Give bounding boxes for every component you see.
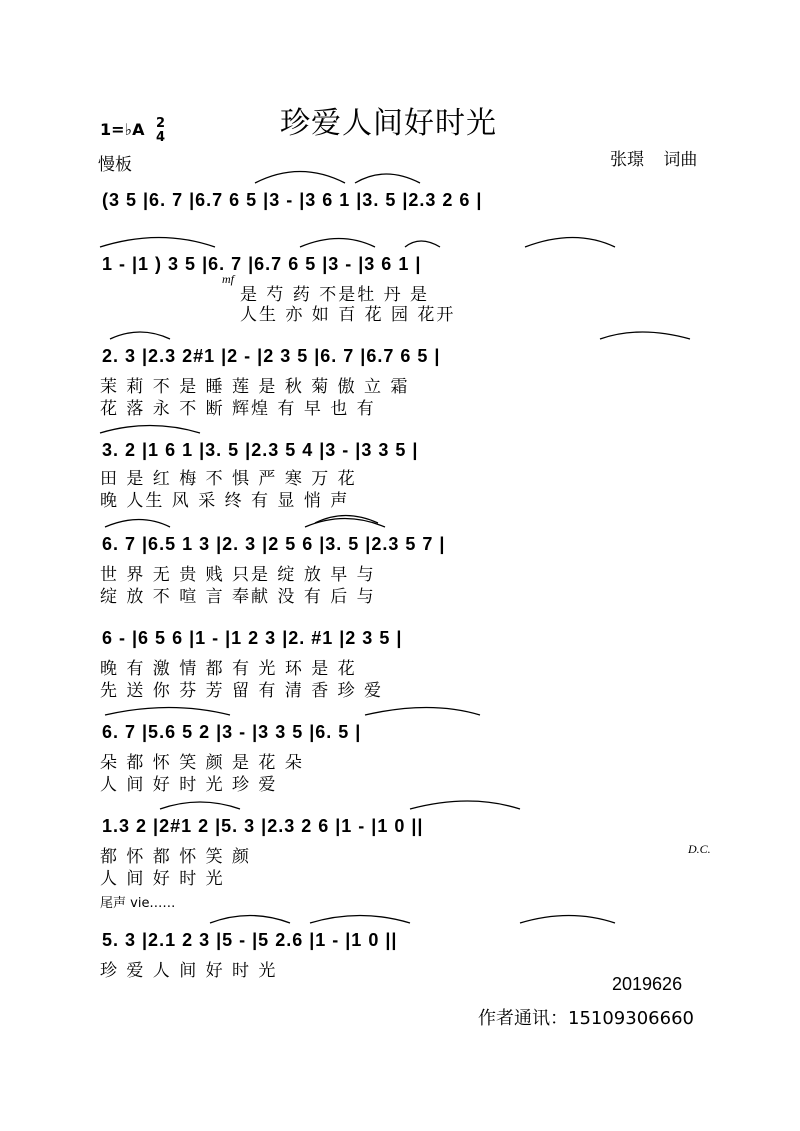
- slurs: [100, 172, 690, 924]
- author-credit: 张璟 词曲: [610, 150, 698, 170]
- notation-line-3: 2. 3 |2.3 2#1 |2 - |2 3 5 |6. 7 |6.7 6 5 |: [102, 346, 441, 366]
- meter-bottom: 4: [156, 130, 166, 145]
- slur: [255, 172, 345, 184]
- slur: [600, 332, 690, 339]
- lyric-verse2-line-4: 晚 人生 风 采 终 有 显 悄 声: [100, 491, 350, 511]
- song-title: 珍爱人间好时光: [280, 106, 497, 141]
- notation-line-1: (3 5 |6. 7 |6.7 6 5 |3 - |3 6 1 |3. 5 |2.3 2 6 |: [102, 190, 483, 210]
- coda-label: 尾声 vie……: [100, 896, 176, 911]
- slur: [300, 239, 375, 248]
- date-stamp: 2019626: [612, 974, 683, 994]
- tempo-marking: 慢板: [98, 155, 132, 175]
- key-signature: 1=♭A: [100, 120, 145, 139]
- notation-line-8: 1.3 2 |2#1 2 |5. 3 |2.3 2 6 |1 - |1 0 ||: [102, 816, 424, 836]
- lyric-verse1-line-2: 是 芍 药 不是牡 丹 是: [240, 285, 430, 305]
- author-contact: 作者通讯：15109306660: [478, 1008, 694, 1029]
- dynamic-mf: mf: [222, 272, 234, 286]
- lyric-line-9: 珍 爱 人 间 好 时 光: [100, 961, 278, 981]
- slur: [105, 520, 170, 528]
- lyric-verse2-line-5: 绽 放 不 喧 言 奉献 没 有 后 与: [100, 587, 376, 607]
- lyric-verse1-line-4: 田 是 红 梅 不 惧 严 寒 万 花: [100, 469, 357, 489]
- notation-line-9: 5. 3 |2.1 2 3 |5 - |5 2.6 |1 - |1 0 ||: [102, 930, 398, 950]
- slur: [160, 802, 240, 809]
- lyric-verse1-line-6: 晚 有 激 情 都 有 光 环 是 花: [100, 659, 357, 679]
- meter-top: 2: [156, 116, 166, 131]
- lyric-verse2-line-6: 先 送 你 芬 芳 留 有 清 香 珍 爱: [100, 681, 384, 701]
- slur: [105, 708, 230, 716]
- slur: [310, 916, 410, 924]
- lyric-verse1-line-8: 都 怀 都 怀 笑 颜: [100, 847, 252, 867]
- slur: [410, 801, 520, 809]
- notation-line-6: 6 - |6 5 6 |1 - |1 2 3 |2. #1 |2 3 5 |: [102, 628, 403, 648]
- slur: [405, 241, 440, 247]
- lyric-verse2-line-8: 人 间 好 时 光: [100, 869, 225, 889]
- lyric-verse1-line-3: 茉 莉 不 是 睡 莲 是 秋 菊 傲 立 霜: [100, 377, 410, 397]
- slur: [520, 916, 615, 924]
- notation-line-4: 3. 2 |1 6 1 |3. 5 |2.3 5 4 |3 - |3 3 5 |: [102, 440, 419, 460]
- lyric-verse1-line-7: 朵 都 怀 笑 颜 是 花 朵: [100, 753, 304, 773]
- slur: [100, 426, 200, 434]
- slur: [365, 708, 480, 716]
- slur: [355, 174, 420, 183]
- notation-line-7: 6. 7 |5.6 5 2 |3 - |3 3 5 |6. 5 |: [102, 722, 362, 742]
- slur: [525, 238, 615, 248]
- dc-marking: D.C.: [688, 842, 711, 856]
- lyric-verse2-line-2: 人生 亦 如 百 花 园 花开: [240, 305, 456, 325]
- lyric-verse2-line-3: 花 落 永 不 断 辉煌 有 早 也 有: [100, 399, 376, 419]
- slur: [100, 238, 215, 248]
- lyric-verse1-line-5: 世 界 无 贵 贱 只是 绽 放 早 与: [100, 565, 376, 585]
- slur: [210, 916, 290, 924]
- notation-line-5: 6. 7 |6.5 1 3 |2. 3 |2 5 6 |3. 5 |2.3 5 7 |: [102, 534, 446, 554]
- lyric-verse2-line-7: 人 间 好 时 光 珍 爱: [100, 775, 278, 795]
- slur: [110, 332, 170, 339]
- notation-line-2: 1 - |1 ) 3 5 |6. 7 |6.7 6 5 |3 - |3 6 1 |: [102, 254, 422, 274]
